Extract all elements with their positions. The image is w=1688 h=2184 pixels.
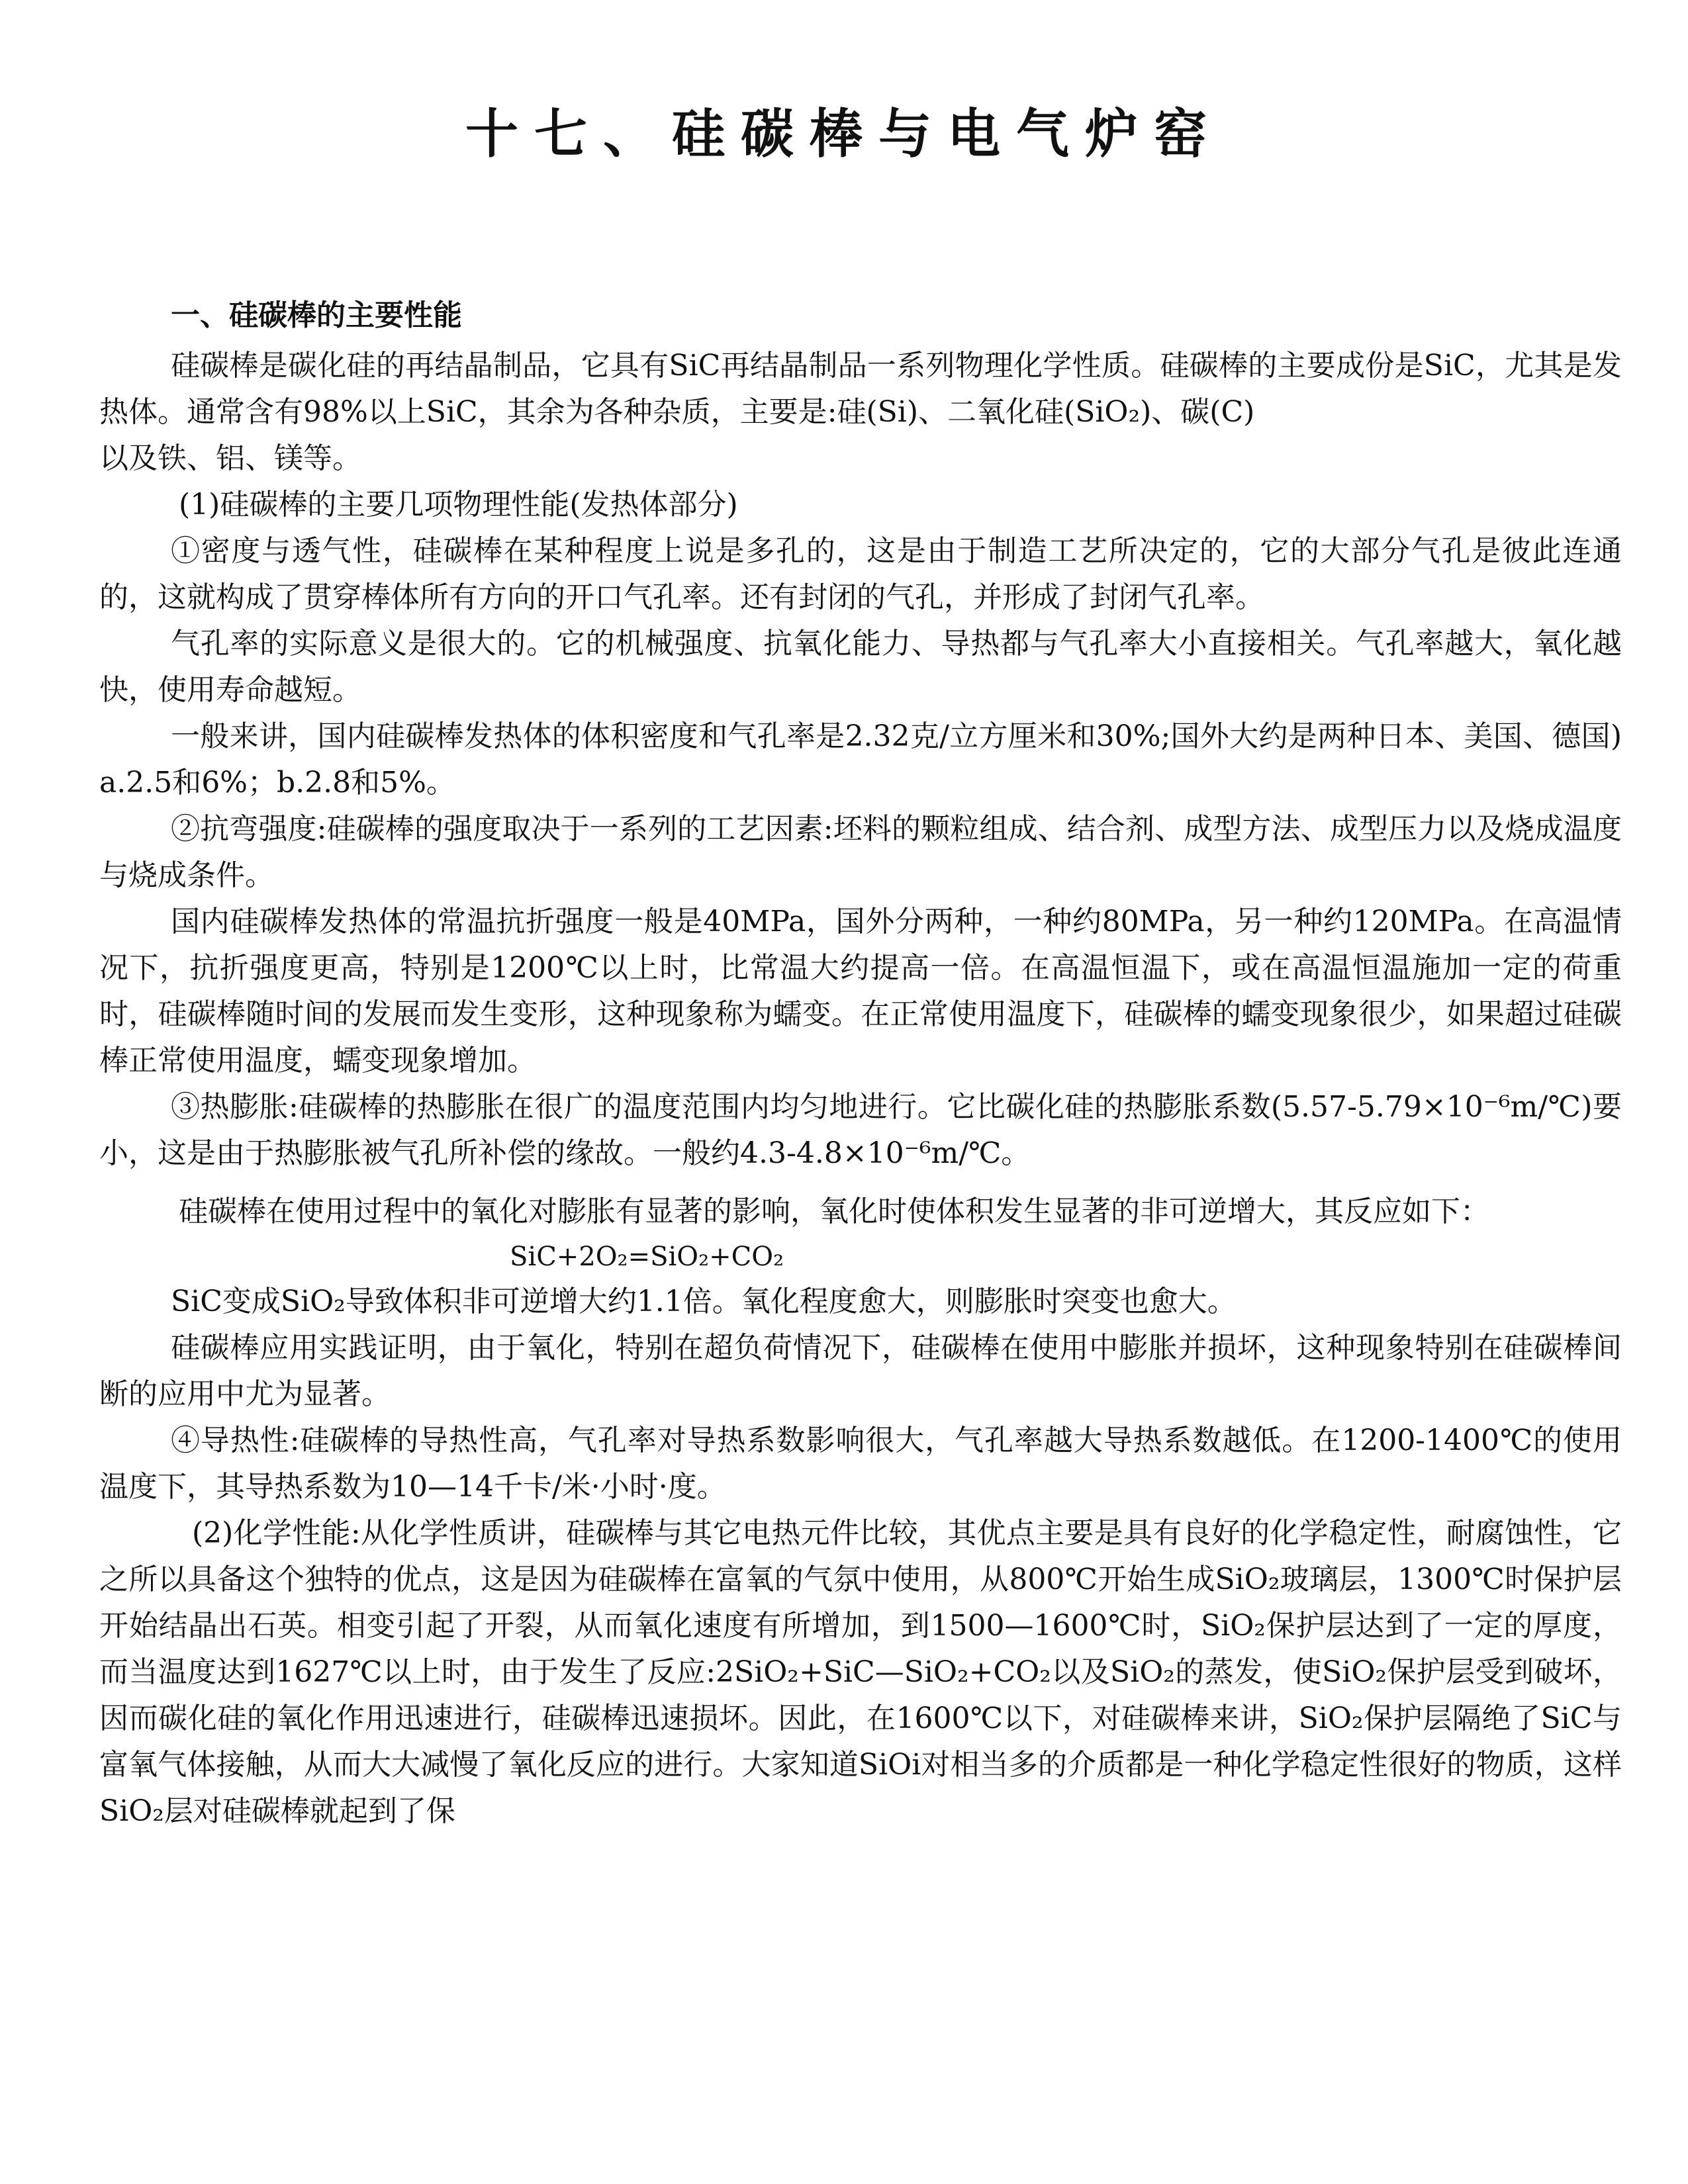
paragraph-thermal-conductivity: ④导热性:硅碳棒的导热性高，气孔率对导热系数影响很大，气孔率越大导热系数越低。在1200-1400℃的使用温度下，其导热系数为10—14千卡/米·小时·度。 [99,1424,1622,1504]
section-heading: 一、硅碳棒的主要性能 [171,298,462,332]
chapter-title: 十七、硅碳棒与电气炉窑 [465,103,1223,165]
paragraph-oxidation: 硅碳棒在使用过程中的氧化对膨胀有显著的影响，氧化时使体积发生显著的非可逆增大，其反应如下： [179,1195,1489,1228]
paragraph-density: ①密度与透气性，硅碳棒在某种程度上说是多孔的，这是由于制造工艺所决定的，它的大部分气孔是彼此连通的，这就构成了贯穿棒体所有方向的开口气孔率。还有封闭的气孔，并形成了封闭气孔率。 [99,534,1622,614]
paragraph-creep: 国内硅碳棒发热体的常温抗折强度一般是40MPa，国外分两种，一种约80MPa，另一种约120MPa。在高温情况下，抗折强度更高，特别是1200℃以上时，比常温大约提高一倍。在高温恒温下，或在高温恒温施加一定的荷重时，硅碳棒随时间的发展而发生变形，这种现象称为蠕变。在正常使用温度下，硅碳棒的蠕变现象很少，如果超过硅碳棒正常使用温度，蠕变现象增加。 [99,905,1622,1077]
paragraph-volume-increase: SiC变成SiO₂导致体积非可逆增大约1.1倍。氧化程度愈大，则膨胀时突变也愈大。 [171,1285,1237,1318]
paragraph-thermal-expansion: ③热膨胀:硅碳棒的热膨胀在很广的温度范围内均匀地进行。它比碳化硅的热膨胀系数(5.57-5.79×10⁻⁶m/℃)要小，这是由于热膨胀被气孔所补偿的缘故。一般约4.3-4.8×10⁻⁶m/℃。 [99,1090,1622,1170]
paragraph-bending-strength: ②抗弯强度:硅碳棒的强度取决于一系列的工艺因素:坯料的颗粒组成、结合剂、成型方法、成型压力以及烧成温度与烧成条件。 [99,812,1622,892]
reaction-formula: SiC+2O₂=SiO₂+CO₂ [510,1242,784,1272]
paragraph-practice: 硅碳棒应用实践证明，由于氧化，特别在超负荷情况下，硅碳棒在使用中膨胀并损坏，这种现象特别在硅碳棒间断的应用中尤为显著。 [99,1331,1622,1411]
paragraph-domestic-values: 一般来讲，国内硅碳棒发热体的体积密度和气孔率是2.32克/立方厘米和30%;国外大约是两种日本、美国、德国)a.2.5和6%；b.2.8和5%。 [99,719,1622,799]
paragraph-intro-continued: 以及铁、铝、镁等。 [99,441,361,475]
paragraph-intro: 硅碳棒是碳化硅的再结晶制品，它具有SiC再结晶制品一系列物理化学性质。硅碳棒的主要成份是SiC，尤其是发热体。通常含有98%以上SiC，其余为各种杂质，主要是:硅(Si)、二氧化硅(SiO₂)、碳(C) [99,349,1622,429]
paragraph-porosity: 气孔率的实际意义是很大的。它的机械强度、抗氧化能力、导热都与气孔率大小直接相关。气孔率越大，氧化越快，使用寿命越短。 [99,627,1622,707]
document-body [99,293,1622,1835]
paragraph-chemical: (2)化学性能:从化学性质讲，硅碳棒与其它电热元件比较，其优点主要是具有良好的化学稳定性，耐腐蚀性，它之所以具备这个独特的优点，这是因为硅碳棒在富氧的气氛中使用，从800℃开始生成SiO₂玻璃层，1300℃时保护层开始结晶出石英。相变引起了开裂，从而氧化速度有所增加，到1500—1600℃时，SiO₂保护层达到了一定的厚度，而当温度达到1627℃以上时，由于发生了反应:2SiO₂+SiC—SiO₂+CO₂以及SiO₂的蒸发，使SiO₂保护层受到破坏，因而碳化硅的氧化作用迅速进行，硅碳棒迅速损坏。因此，在1600℃以下，对硅碳棒来讲，SiO₂保护层隔绝了SiC与富氧气体接触，从而大大减慢了氧化反应的进行。大家知道SiOi对相当多的介质都是一种化学稳定性很好的物质，这样SiO₂层对硅碳棒就起到了保 [99,1516,1622,1828]
subsection-heading-physical: (1)硅碳棒的主要几项物理性能(发热体部分) [179,488,738,522]
